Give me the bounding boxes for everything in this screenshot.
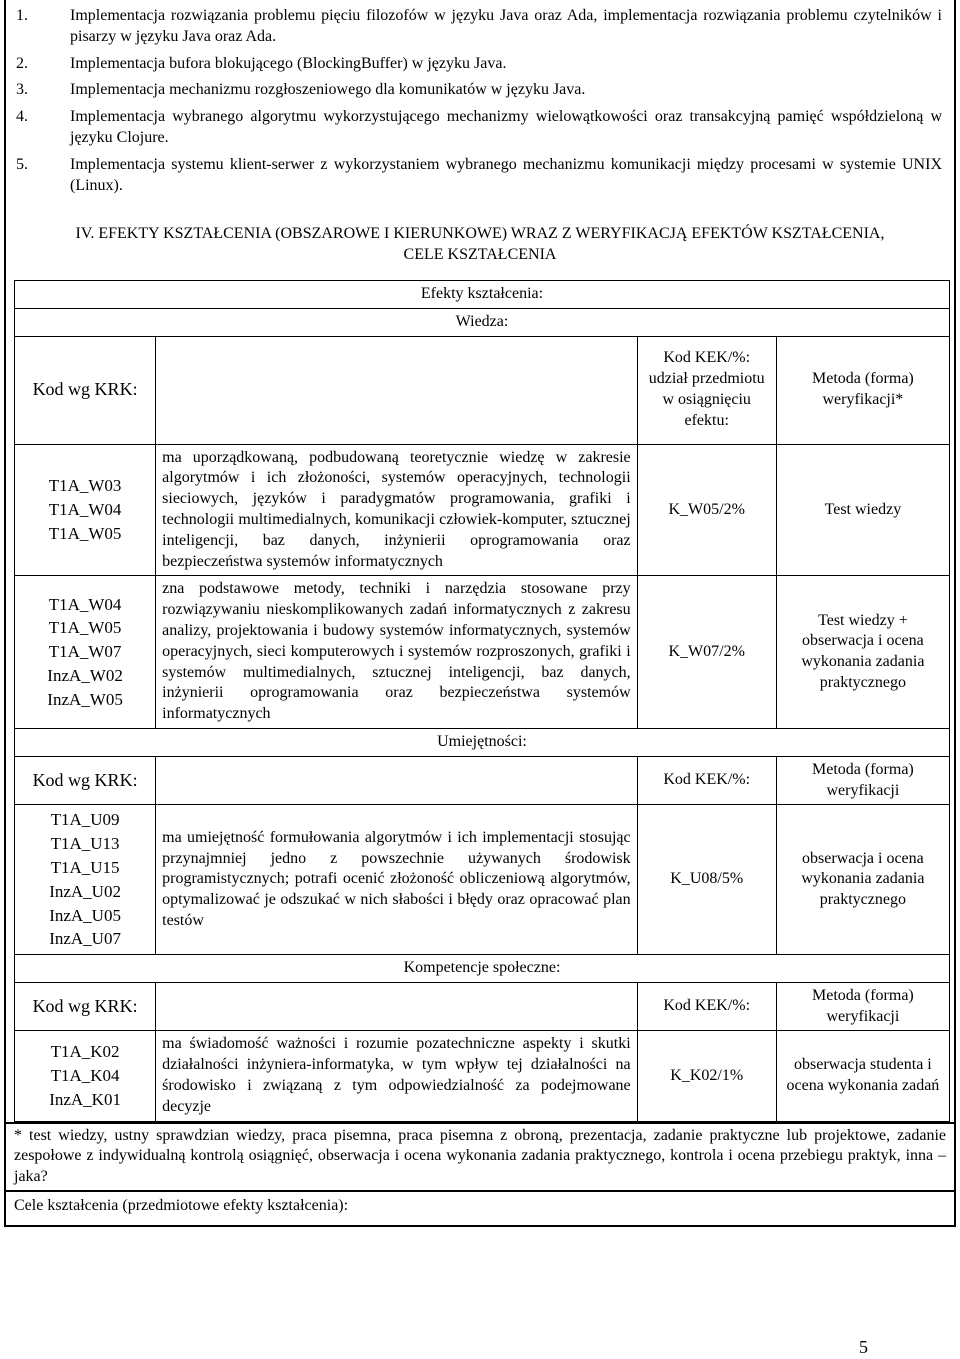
krk-code: T1A_U15: [50, 857, 120, 877]
table-row: [15, 308, 950, 336]
kod-krk-header: Kod wg KRK:: [15, 982, 156, 1031]
list-item: [6, 80, 942, 101]
krk-codes: [15, 444, 156, 576]
krk-code: T1A_U13: [50, 834, 120, 854]
topic-text: Implementacja rozwiązania problemu pięciu filozofów w języku Java oraz Ada, implementacja rozwiązania problemu czytelników i pisarzy w języku Java oraz Ada.: [70, 7, 942, 45]
krk-code: T1A_K04: [50, 1066, 120, 1086]
table-row: [15, 1031, 950, 1121]
table-row: [15, 982, 950, 1031]
krk-code: InzA_W05: [47, 689, 123, 709]
table-row: [15, 805, 950, 955]
topic-number: 4.: [16, 108, 28, 126]
krk-code: T1A_W07: [48, 642, 122, 662]
krk-code: InzA_U07: [49, 929, 121, 949]
document-page: [4, 0, 956, 1227]
kek-value: K_W07/2%: [637, 576, 776, 729]
effect-description: zna podstawowe metody, techniki i narzędzia stosowane przy rozwiązywaniu nieskomplikowanych zadań informatycznych z zakresu analizy, projektowania i budowy systemów informatycznych, systemów operacyjnych, sieci komputerowych i systemów rozproszonych, grafiki i systemów multimedialnych, sztucznej inteligencji, baz danych, inżynierii oprogramowania oraz bezpieczeństwa systemów informatycznych: [156, 576, 638, 729]
table-row: [15, 955, 950, 983]
krk-codes: [15, 1031, 156, 1121]
table-row: [15, 444, 950, 576]
kek-value: K_K02/1%: [637, 1031, 776, 1121]
topic-list: [4, 0, 956, 204]
topic-number: 1.: [16, 7, 28, 24]
wiedza-header: Wiedza:: [15, 308, 950, 336]
list-item: [6, 155, 942, 197]
table-row: [15, 756, 950, 805]
topic-text: Implementacja wybranego algorytmu wykorzystującego mechanizmy wielowątkowości oraz transakcyjną pamięć współdzieloną w języku Clojure.: [70, 108, 942, 146]
topic-number: 5.: [16, 155, 28, 173]
verification-method: obserwacja studenta i ocena wykonania zadań: [776, 1031, 949, 1121]
kod-kek-header: Kod KEK/%:: [637, 756, 776, 805]
krk-code: T1A_U09: [50, 810, 120, 830]
krk-code: T1A_K02: [50, 1042, 120, 1062]
footnote: * test wiedzy, ustny sprawdzian wiedzy, praca pisemna, praca pisemna z obroną, prezentacja, zadanie praktyczne lub projektowe, zadanie zespołowe z indywidualną kontrolą osiągnięć, obserwacja i ocena wykonania zadania praktycznego, kontrola i ocena przebiegu praktyk, inna – jaka?: [4, 1122, 956, 1190]
topic-number: 2.: [16, 54, 28, 72]
krk-codes: [15, 805, 156, 955]
krk-code: T1A_W03: [48, 476, 122, 496]
umiejetnosci-header: Umiejętności:: [15, 728, 950, 756]
kek-value: K_U08/5%: [637, 805, 776, 955]
topic-number: 3.: [16, 81, 28, 99]
list-item: [6, 54, 942, 75]
metoda-header: Metoda (forma) weryfikacji: [776, 982, 949, 1031]
verification-method: obserwacja i ocena wykonania zadania praktycznego: [776, 805, 949, 955]
description-header: [156, 756, 638, 805]
efekty-header: Efekty kształcenia:: [15, 280, 950, 308]
krk-code: InzA_W02: [47, 666, 123, 686]
topic-text: Implementacja mechanizmu rozgłoszeniowego dla komunikatów w języku Java.: [70, 81, 586, 99]
verification-method: Test wiedzy + obserwacja i ocena wykonania zadania praktycznego: [776, 576, 949, 729]
topic-text: Implementacja bufora blokującego (BlockingBuffer) w języku Java.: [70, 54, 507, 72]
effect-description: ma uporządkowaną, podbudowaną teoretycznie wiedzę w zakresie algorytmów i ich złożoności, systemów operacyjnych, technologii sieciowych, języków i paradygmatów programowania, grafiki i technologii multimedialnych, komunikacji człowiek-komputer, sztucznej inteligencji, baz danych, inżynierii oprogramowania oraz bezpieczeństwa systemów informatycznych: [156, 444, 638, 576]
kod-krk-header: Kod wg KRK:: [15, 336, 156, 444]
topic-text: Implementacja systemu klient-serwer z wykorzystaniem wybranego mechanizmu komunikacji między procesami w systemie UNIX (Linux).: [70, 155, 942, 194]
kod-krk-header: Kod wg KRK:: [15, 756, 156, 805]
krk-code: InzA_K01: [49, 1089, 121, 1109]
table-row: [15, 336, 950, 444]
table-row: [15, 576, 950, 729]
krk-code: T1A_W04: [48, 500, 122, 520]
table-row: [15, 280, 950, 308]
cele-label: Cele kształcenia (przedmiotowe efekty kształcenia):: [4, 1190, 956, 1227]
effects-table: [14, 280, 950, 1122]
effect-description: ma umiejętność formułowania algorytmów i ich implementacji stosując przynajmniej jedno z powszechnie używanych środowisk programistycznych; potrafi ocenić złożoność obliczeniową algorytmów, optymalizować je odszukać w nich słabości i błędy oraz opracować plan testów: [156, 805, 638, 955]
krk-code: T1A_W05: [48, 618, 122, 638]
section-effects: [4, 204, 956, 1121]
effect-description: ma świadomość ważności i rozumie pozatechniczne aspekty i skutki działalności inżyniera-informatyka, w tym wpływ tej działalności na środowisko i związaną z tym odpowiedzialność za podejmowane decyzje: [156, 1031, 638, 1121]
kek-value: K_W05/2%: [637, 444, 776, 576]
description-header: [156, 982, 638, 1031]
metoda-header: Metoda (forma) weryfikacji: [776, 756, 949, 805]
description-header: [156, 336, 638, 444]
krk-code: T1A_W05: [48, 523, 122, 543]
krk-code: T1A_W04: [48, 594, 122, 614]
table-row: [15, 728, 950, 756]
list-item: [6, 107, 942, 149]
page-number: 5: [859, 1337, 868, 1357]
metoda-header: Metoda (forma) weryfikacji*: [776, 336, 949, 444]
kod-kek-header: Kod KEK/%: udział przedmiotu w osiągnięciu efektu:: [637, 336, 776, 444]
krk-code: InzA_U05: [49, 905, 121, 925]
list-item: [6, 6, 942, 48]
verification-method: Test wiedzy: [776, 444, 949, 576]
kod-kek-header: Kod KEK/%:: [637, 982, 776, 1031]
krk-codes: [15, 576, 156, 729]
section-title: IV. EFEKTY KSZTAŁCENIA (OBSZAROWE I KIERUNKOWE) WRAZ Z WERYFIKACJĄ EFEKTÓW KSZTAŁCENIA, CELE KSZTAŁCENIA: [75, 225, 885, 264]
kompetencje-header: Kompetencje społeczne:: [15, 955, 950, 983]
krk-code: InzA_U02: [49, 881, 121, 901]
